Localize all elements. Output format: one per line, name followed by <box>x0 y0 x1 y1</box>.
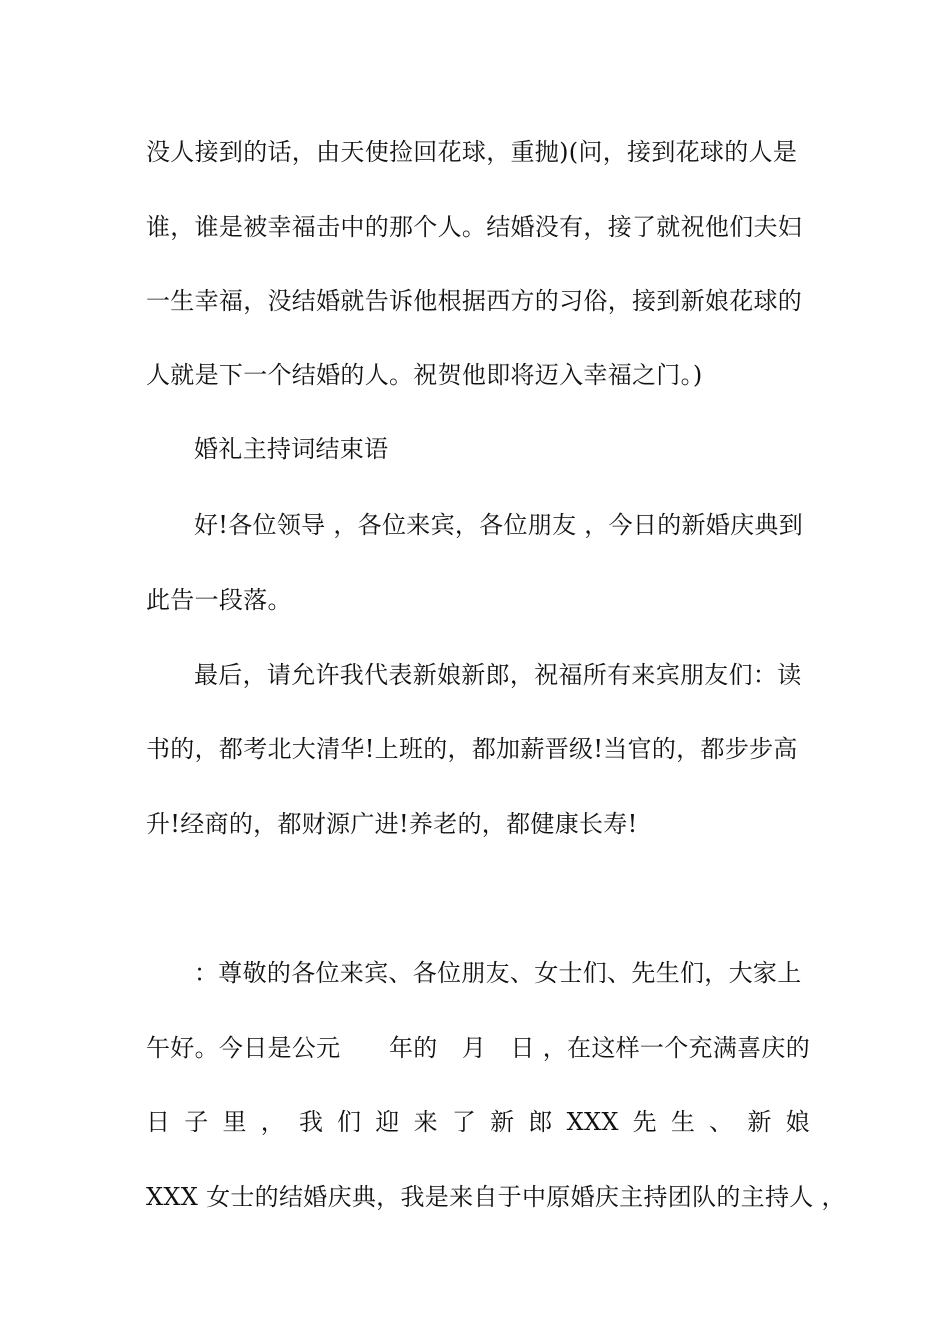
char: 新 <box>747 1108 772 1136</box>
paragraph-line: 此告一段落。 <box>146 586 292 614</box>
paragraph-line: 午好。今日是公元 年的 月 日 ，在这样一个充满喜庆的 <box>146 1034 811 1062</box>
char: 、 <box>709 1108 734 1136</box>
paragraph-line: ：尊敬的各位来宾、各位朋友、女士们、先生们，大家上 <box>194 959 802 987</box>
char: 娘 <box>785 1108 810 1136</box>
char: 来 <box>413 1108 438 1136</box>
char: 里 <box>222 1108 247 1136</box>
paragraph-line-justified <box>146 1106 810 1138</box>
char: 子 <box>184 1108 209 1136</box>
char: ， <box>260 1108 286 1136</box>
char: 新 <box>490 1108 515 1136</box>
char: 生 <box>670 1108 696 1136</box>
char: 迎 <box>375 1108 400 1136</box>
paragraph-line: 书的，都考北大清华!上班的，都加薪晋级!当官的，都步步高 <box>146 735 798 763</box>
paragraph-line: 好!各位领导 ，各位来宾，各位朋友 ，今日的新婚庆典到 <box>194 511 804 539</box>
char: 我 <box>298 1108 324 1136</box>
char: 们 <box>337 1108 362 1136</box>
paragraph-line: 一生幸福，没结婚就告诉他根据西方的习俗，接到新娘花球的 <box>146 287 803 315</box>
paragraph-line: XXX 女士的结婚庆典，我是来自于中原婚庆主持团队的主持人 ， <box>146 1183 846 1211</box>
char: XXX <box>566 1108 619 1136</box>
paragraph-line: 最后，请允许我代表新娘新郎，祝福所有来宾朋友们：读 <box>194 661 802 689</box>
paragraph-line: 没人接到的话，由天使捡回花球，重抛)(问，接到花球的人是 <box>146 138 798 166</box>
char: 先 <box>632 1108 657 1136</box>
char: 了 <box>451 1108 477 1136</box>
paragraph-line: 升!经商的，都财源广进!养老的，都健康长寿! <box>146 810 638 838</box>
section-heading: 婚礼主持词结束语 <box>194 435 389 463</box>
paragraph-line: 谁，谁是被幸福击中的那个人。结婚没有，接了就祝他们夫妇 <box>146 213 803 241</box>
paragraph-line: 人就是下一个结婚的人。祝贺他即将迈入幸福之门。) <box>146 361 703 389</box>
char: 日 <box>146 1108 171 1136</box>
char: 郎 <box>528 1108 553 1136</box>
